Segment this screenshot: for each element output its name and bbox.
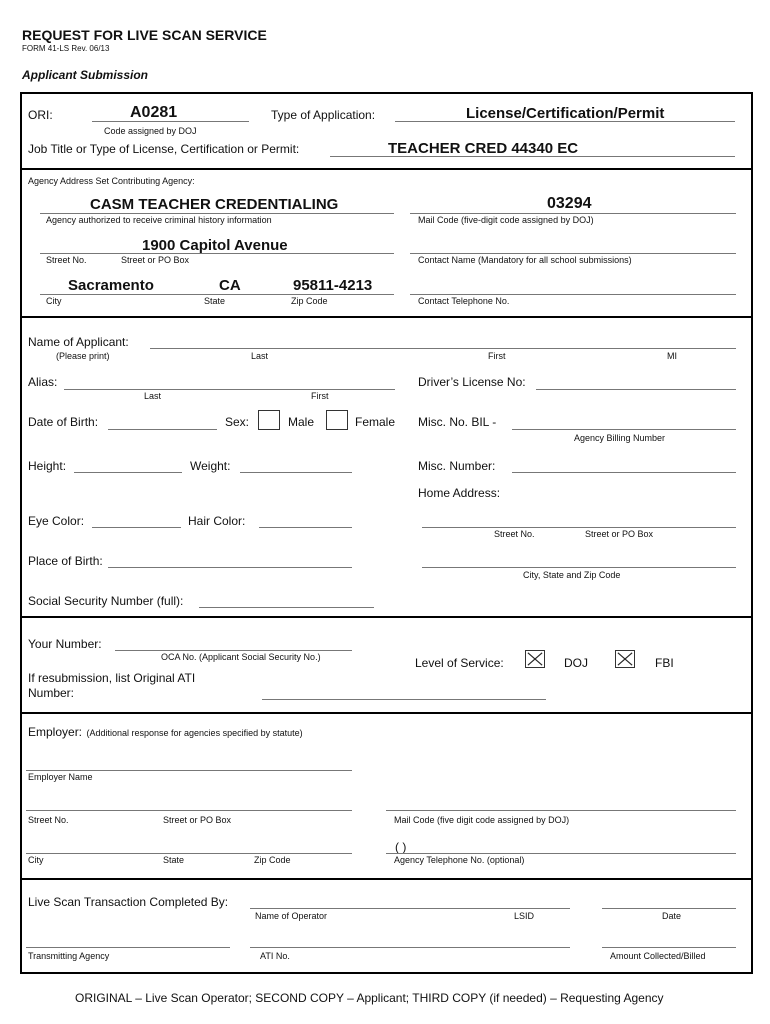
level-label: Level of Service:	[415, 656, 504, 670]
operator-caption: Name of Operator	[255, 911, 328, 921]
your-number-input[interactable]	[115, 650, 352, 651]
employer-street-input[interactable]	[26, 810, 352, 811]
ati-no-input[interactable]	[250, 947, 570, 948]
billing-caption: Agency Billing Number	[574, 433, 666, 443]
street-line	[40, 253, 394, 254]
home-address-label: Home Address:	[418, 486, 501, 500]
misc-bil-input[interactable]	[512, 429, 736, 430]
doj-label: DOJ	[564, 656, 588, 670]
agency-value[interactable]: CASM TEACHER CREDENTIALING	[90, 196, 339, 213]
height-input[interactable]	[74, 472, 182, 473]
male-label: Male	[288, 415, 315, 429]
pob-label: Place of Birth:	[28, 554, 103, 568]
resubmission-label-2: Number:	[28, 686, 75, 700]
ati-input[interactable]	[262, 699, 546, 700]
doj-checkbox[interactable]	[525, 650, 545, 668]
oca-caption: OCA No. (Applicant Social Security No.)	[161, 652, 321, 662]
home-street-no-caption: Street No.	[494, 529, 535, 539]
alias-input[interactable]	[64, 389, 395, 390]
employer-street-no-caption: Street No.	[28, 815, 69, 825]
female-checkbox[interactable]	[326, 410, 348, 430]
female-label: Female	[355, 415, 396, 429]
misc-number-label: Misc. Number:	[418, 459, 496, 473]
male-checkbox[interactable]	[258, 410, 280, 430]
employer-city-caption: City	[28, 855, 44, 865]
mail-code-value[interactable]: 03294	[547, 195, 592, 212]
alias-first-caption: First	[311, 391, 329, 401]
type-value[interactable]: License/Certification/Permit	[466, 105, 665, 122]
name-label: Name of Applicant:	[28, 335, 129, 349]
hair-label: Hair Color:	[188, 514, 246, 528]
date-input[interactable]	[602, 908, 736, 909]
street-caption: Street or PO Box	[121, 255, 190, 265]
fbi-label: FBI	[655, 656, 674, 670]
employer-city-input[interactable]	[26, 853, 352, 854]
form-subtitle: Applicant Submission	[22, 68, 149, 82]
city-caption: City	[46, 296, 62, 306]
alias-last-caption: Last	[144, 391, 162, 401]
city-state-zip-caption: City, State and Zip Code	[523, 570, 621, 580]
dob-label: Date of Birth:	[28, 415, 99, 429]
city-value[interactable]: Sacramento	[68, 277, 154, 294]
street-no-caption: Street No.	[46, 255, 87, 265]
type-line	[395, 121, 735, 122]
phone-caption: Contact Telephone No.	[418, 296, 510, 306]
section-agency	[20, 168, 753, 318]
employer-name-input[interactable]	[26, 770, 352, 771]
ori-label: ORI:	[28, 108, 53, 122]
agency-caption: Agency authorized to receive criminal history information	[46, 215, 272, 225]
ori-line	[92, 121, 249, 122]
hair-input[interactable]	[259, 527, 352, 528]
dob-input[interactable]	[108, 429, 217, 430]
name-last-caption: Last	[251, 351, 269, 361]
mail-code-caption: Mail Code (five-digit code assigned by DOJ)	[418, 215, 594, 225]
contact-caption: Contact Name (Mandatory for all school submissions)	[418, 255, 632, 265]
date-caption: Date	[662, 911, 682, 921]
eye-input[interactable]	[92, 527, 181, 528]
street-value[interactable]: 1900 Capitol Avenue	[142, 237, 288, 254]
height-label: Height:	[28, 459, 67, 473]
employer-street-caption: Street or PO Box	[163, 815, 232, 825]
amount-input[interactable]	[602, 947, 736, 948]
lsid-caption: LSID	[514, 911, 535, 921]
ssn-label: Social Security Number (full):	[28, 594, 184, 608]
type-label: Type of Application:	[271, 108, 376, 122]
state-value[interactable]: CA	[219, 277, 241, 294]
weight-input[interactable]	[240, 472, 352, 473]
employer-note: (Additional response for agencies specified by statute)	[86, 728, 303, 738]
zip-value[interactable]: 95811-4213	[293, 277, 373, 294]
home-city-input[interactable]	[422, 567, 736, 568]
ori-value[interactable]: A0281	[130, 104, 178, 121]
employer-label: Employer:	[28, 725, 83, 739]
ati-no-caption: ATI No.	[260, 951, 290, 961]
fbi-x-mark	[616, 651, 634, 667]
transmitting-caption: Transmitting Agency	[28, 951, 110, 961]
operator-input[interactable]	[250, 908, 570, 909]
job-line	[330, 156, 735, 157]
dl-input[interactable]	[536, 389, 736, 390]
zip-caption: Zip Code	[291, 296, 328, 306]
section-applicant	[20, 316, 753, 618]
employer-mail-caption: Mail Code (five digit code assigned by DOJ)	[394, 815, 570, 825]
form-title: REQUEST FOR LIVE SCAN SERVICE	[22, 27, 267, 43]
sex-label: Sex:	[225, 415, 250, 429]
completed-by-label: Live Scan Transaction Completed By:	[28, 895, 229, 909]
ori-caption: Code assigned by DOJ	[104, 126, 197, 136]
employer-heading	[28, 723, 303, 741]
agency-line	[40, 213, 394, 214]
pob-input[interactable]	[108, 567, 352, 568]
employer-phone-caption: Agency Telephone No. (optional)	[394, 855, 525, 865]
fbi-checkbox[interactable]	[615, 650, 635, 668]
state-caption: State	[204, 296, 226, 306]
name-mi-caption: MI	[667, 351, 677, 361]
employer-phone-paren: ( )	[395, 840, 407, 854]
your-number-label: Your Number:	[28, 637, 102, 651]
employer-mail-input[interactable]	[386, 810, 736, 811]
name-input[interactable]	[150, 348, 736, 349]
misc-bil-label: Misc. No. BIL -	[418, 415, 497, 429]
home-street-input[interactable]	[422, 527, 736, 528]
city-line	[40, 294, 394, 295]
employer-state-caption: State	[163, 855, 185, 865]
amount-caption: Amount Collected/Billed	[610, 951, 706, 961]
job-value[interactable]: TEACHER CRED 44340 EC	[388, 140, 579, 157]
employer-phone-input[interactable]	[386, 853, 736, 854]
doj-x-mark	[526, 651, 544, 667]
employer-zip-caption: Zip Code	[254, 855, 291, 865]
employer-name-caption: Employer Name	[28, 772, 93, 782]
alias-label: Alias:	[28, 375, 58, 389]
contact-line	[410, 253, 736, 254]
home-street-caption: Street or PO Box	[585, 529, 654, 539]
mail-code-line	[410, 213, 736, 214]
ssn-input[interactable]	[199, 607, 374, 608]
resubmission-label-1: If resubmission, list Original ATI	[28, 671, 196, 685]
misc-number-input[interactable]	[512, 472, 736, 473]
weight-label: Weight:	[190, 459, 231, 473]
form-number: FORM 41-LS Rev. 06/13	[22, 44, 110, 53]
please-print: (Please print)	[56, 351, 110, 361]
agency-heading: Agency Address Set Contributing Agency:	[28, 176, 195, 186]
phone-line	[410, 294, 736, 295]
dl-label: Driver’s License No:	[418, 375, 526, 389]
eye-label: Eye Color:	[28, 514, 85, 528]
copy-distribution-footer: ORIGINAL – Live Scan Operator; SECOND COPY – Applicant; THIRD COPY (if needed) – Requesting Agency	[75, 991, 664, 1005]
transmitting-input[interactable]	[26, 947, 230, 948]
job-label: Job Title or Type of License, Certification or Permit:	[28, 142, 300, 156]
name-first-caption: First	[488, 351, 506, 361]
